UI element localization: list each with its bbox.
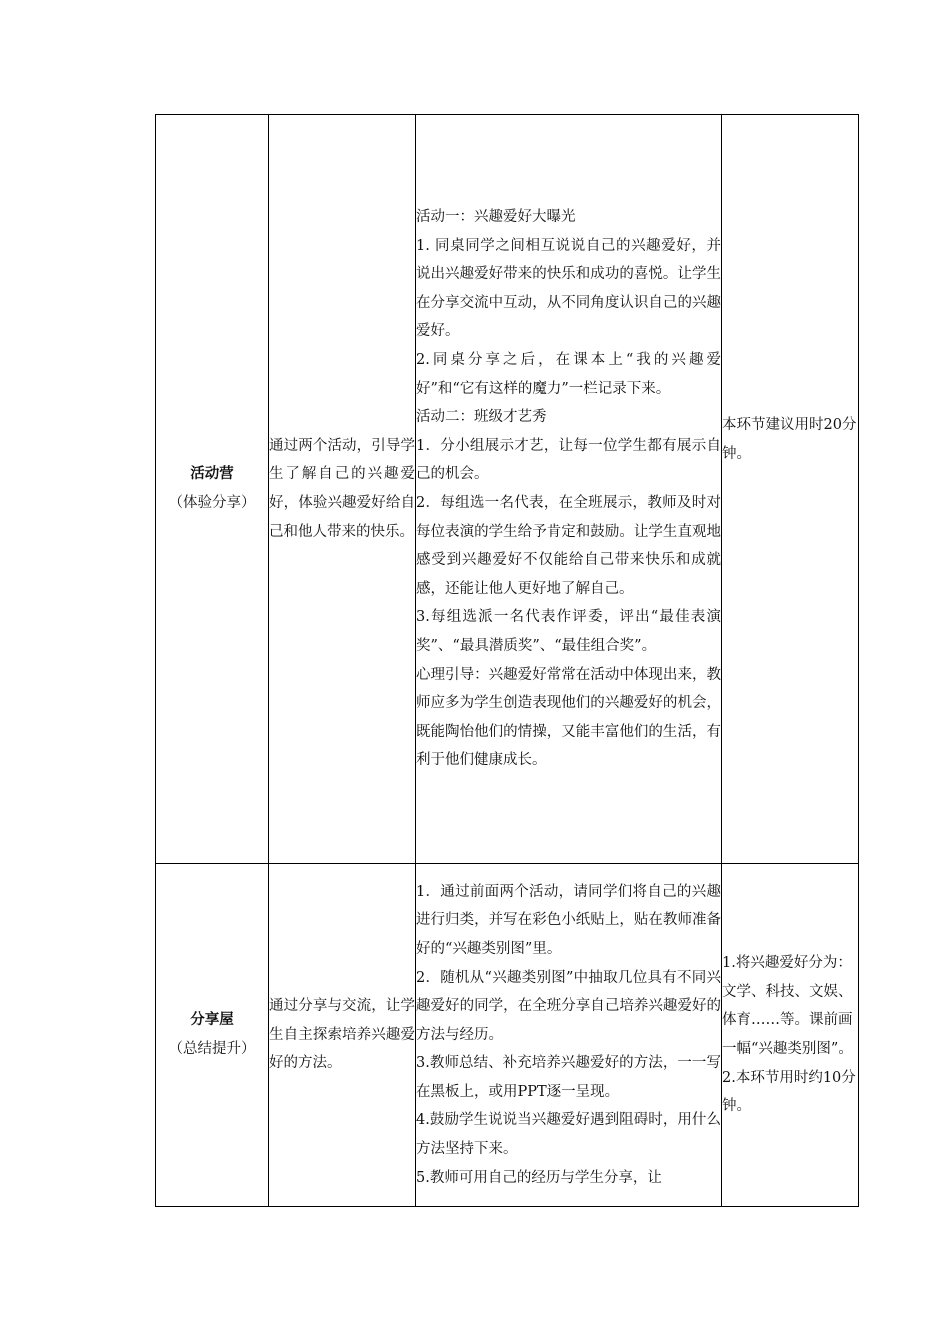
lesson-plan-table (155, 114, 859, 1207)
goal-cell: 通过两个活动，引导学生了解自己的兴趣爱好，体验兴趣爱好给自己和他人带来的快乐。 (269, 115, 416, 864)
process-line: 1．通过前面两个活动，请同学们将自己的兴趣进行归类，并写在彩色小纸贴上，贴在教师准备好的“兴趣类别图”里。 (416, 883, 721, 957)
process-line: 2.同桌分享之后，在课本上“我的兴趣爱好”和“它有这样的魔力”一栏记录下来。 (416, 352, 721, 397)
note-line: 1.将兴趣爱好分为：文学、科技、文娱、体育……等。课前画一幅“兴趣类别图”。 (722, 955, 853, 1057)
goal-cell: 通过分享与交流，让学生自主探索培养兴趣爱好的方法。 (269, 864, 416, 1207)
process-line: 4.鼓励学生说说当兴趣爱好遇到阻碍时，用什么方法坚持下来。 (416, 1112, 721, 1158)
process-cell (416, 115, 722, 864)
process-line: 活动一：兴趣爱好大曝光 (416, 209, 576, 226)
process-cell (416, 864, 722, 1207)
stage-cell (156, 864, 269, 1207)
process-line: 1. 同桌同学之间相互说说自己的兴趣爱好，并说出兴趣爱好带来的快乐和成功的喜悦。让学生在分享交流中互动，从不同角度认识自己的兴趣爱好。 (416, 237, 721, 340)
process-line: 3.教师总结、补充培养兴趣爱好的方法，一一写在黑板上，或用PPT逐一呈现。 (416, 1055, 721, 1100)
table-row (156, 115, 859, 864)
process-line: 活动二：班级才艺秀 (416, 409, 547, 426)
stage-name: 活动营 (190, 466, 234, 483)
note-cell (722, 115, 859, 864)
stage-subtitle: （总结提升） (168, 1041, 256, 1057)
stage-name: 分享屋 (190, 1012, 234, 1029)
note-cell (722, 864, 859, 1207)
process-line: 1．分小组展示才艺，让每一位学生都有展示自己的机会。 (416, 437, 721, 483)
note-line: 本环节建议用时20分钟。 (722, 417, 857, 462)
process-line: 心理引导：兴趣爱好常常在活动中体现出来，教师应多为学生创造表现他们的兴趣爱好的机会，既能陶怡他们的情操，又能丰富他们的生活，有利于他们健康成长。 (416, 666, 721, 769)
process-line: 2．随机从“兴趣类别图”中抽取几位具有不同兴趣爱好的同学，在全班分享自己培养兴趣爱好的方法与经历。 (416, 969, 721, 1043)
stage-cell (156, 115, 269, 864)
stage-subtitle: （体验分享） (168, 495, 256, 511)
process-line: 2．每组选一名代表，在全班展示，教师及时对每位表演的学生给予肯定和鼓励。让学生直观地感受到兴趣爱好不仅能给自己带来快乐和成就感，还能让他人更好地了解自己。 (416, 495, 721, 597)
table-row (156, 864, 859, 1207)
process-line: 3.每组选派一名代表作评委，评出“最佳表演奖”、“最具潜质奖”、“最佳组合奖”。 (416, 609, 721, 654)
note-line: 2.本环节用时约10分钟。 (722, 1069, 856, 1115)
process-line: 5.教师可用自己的经历与学生分享，让 (416, 1169, 662, 1186)
